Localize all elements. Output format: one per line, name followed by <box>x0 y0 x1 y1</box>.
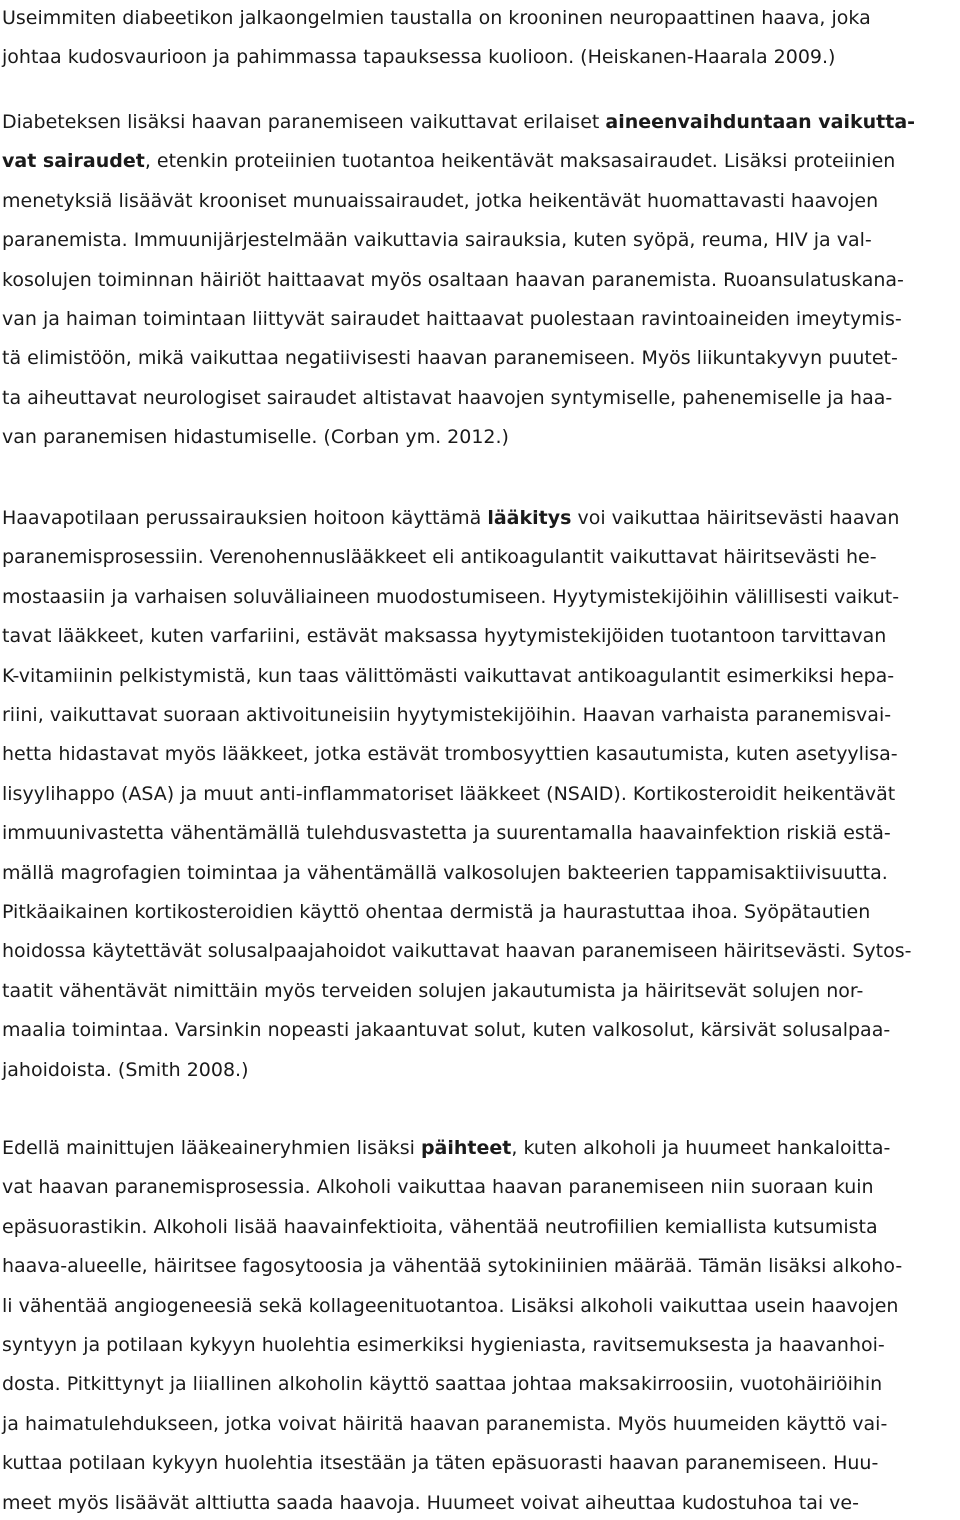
text-segment: meet myös lisäävät alttiutta saada haavoja. Huumeet voivat aiheuttaa kudostuhoa tai ve- <box>2 1491 859 1514</box>
text-segment: van ja haiman toimintaan liittyvät sairaudet haittaavat puolestaan ravintoaineiden imeytymis- <box>2 308 902 330</box>
text-line <box>2 978 863 1004</box>
text-segment: paranemisprosessiin. Verenohennuslääkkeet eli antikoagulantit vaikuttavat häiritsevästi he- <box>2 546 877 569</box>
bold-term: päihteet <box>420 1137 512 1159</box>
text-line <box>2 1450 878 1476</box>
text-line <box>2 1371 882 1397</box>
text-line <box>2 663 894 689</box>
text-segment: immuunivastetta vähentämällä tulehdusvastetta ja suurentamalla haavainfektion riskiä estä- <box>2 822 891 845</box>
text-segment: epäsuorastikin. Alkoholi lisää haavainfektioita, vähentää neutrofiilien kemiallista kutsumista <box>2 1215 878 1238</box>
text-segment: vat haavan paranemisprosessia. Alkoholi vaikuttaa haavan paranemiseen niin suoraan kuin <box>2 1176 874 1199</box>
text-line <box>2 584 899 610</box>
text-line <box>2 1057 249 1083</box>
text-segment: lisyylihappo (ASA) ja muut anti-inflammatoriset lääkkeet (NSAID). Kortikosteroidit heikentävät <box>2 782 896 805</box>
bold-term: vat sairaudet <box>2 150 145 173</box>
text-line <box>2 188 878 214</box>
text-line <box>2 623 886 649</box>
text-segment: Haavapotilaan perussairauksien hoitoon käyttämä <box>2 507 488 529</box>
text-line <box>2 345 898 371</box>
text-segment: ja haimatulehdukseen, jotka voivat häiritä haavan paranemista. Myös huumeiden käyttö vai- <box>2 1412 888 1435</box>
bold-term: aineenvaihduntaan vaikutta- <box>605 111 916 133</box>
text-segment: Pitkäaikainen kortikosteroidien käyttö ohentaa dermistä ja haurastuttaa ihoa. Syöpätautien <box>2 901 871 923</box>
text-line <box>2 1214 878 1240</box>
text-segment: li vähentää angiogeneesiä sekä kollageenituotantoa. Lisäksi alkoholi vaikuttaa usein haavojen <box>2 1294 899 1317</box>
text-segment: Diabeteksen lisäksi haavan paranemiseen vaikuttavat erilaiset <box>2 111 606 133</box>
text-line <box>2 424 509 450</box>
text-line <box>2 702 891 728</box>
text-line <box>2 1332 885 1358</box>
bold-term: lääkitys <box>487 507 572 529</box>
text-segment: taatit vähentävät nimittäin myös terveiden solujen jakautumista ja häiritsevät solujen nor- <box>2 979 864 1002</box>
text-segment: Useimmiten diabeetikon jalkaongelmien taustalla on krooninen neuropaattinen haava, joka <box>2 7 871 29</box>
text-segment: mostaasiin ja varhaisen soluväliaineen muodostumiseen. Hyytymistekijöihin välillisesti vaikut- <box>2 585 900 608</box>
text-segment: haava-alueelle, häiritsee fagosytoosia ja vähentää sytokiniinien määrää. Tämän lisäksi alkoho- <box>2 1255 903 1278</box>
text-line <box>2 820 891 846</box>
text-segment: jahoidoista. (Smith 2008.) <box>2 1058 249 1081</box>
text-line <box>2 544 877 570</box>
text-segment: Edellä mainittujen lääkeaineryhmien lisäksi <box>2 1137 421 1159</box>
text-line <box>2 860 888 886</box>
text-line <box>2 781 895 807</box>
text-line <box>2 109 915 135</box>
text-segment: , etenkin proteiinien tuotantoa heikentävät maksasairaudet. Lisäksi proteiinien <box>144 150 896 173</box>
text-segment: tavat lääkkeet, kuten varfariini, estävät maksassa hyytymistekijöiden tuotantoon tarvittavan <box>2 625 887 648</box>
text-line <box>2 44 835 70</box>
text-segment: K-vitamiinin pelkistymistä, kun taas välittömästi vaikuttavat antikoagulantit esimerkiksi hepa- <box>2 664 895 687</box>
text-line <box>2 385 892 411</box>
text-line <box>2 148 895 174</box>
text-segment: johtaa kudosvaurioon ja pahimmassa tapauksessa kuolioon. (Heiskanen-Haarala 2009.) <box>2 46 836 69</box>
text-line <box>2 741 898 767</box>
text-segment: tä elimistöön, mikä vaikuttaa negatiivisesti haavan paranemiseen. Myös liikuntakyvyn puutet- <box>2 347 898 370</box>
text-line <box>2 5 871 31</box>
text-segment: mällä magrofagien toimintaa ja vähentämällä valkosolujen bakteerien tappamisaktiivisuutta. <box>2 861 888 884</box>
text-line <box>2 227 872 253</box>
text-line <box>2 1411 887 1437</box>
text-line <box>2 1174 874 1200</box>
text-line <box>2 899 870 925</box>
text-line <box>2 267 904 293</box>
text-segment: kosolujen toiminnan häiriöt haittaavat myös osaltaan haavan paranemista. Ruoansulatuskana- <box>2 268 904 291</box>
text-line <box>2 1293 898 1319</box>
text-line <box>2 938 911 964</box>
text-line <box>2 505 899 531</box>
text-segment: riini, vaikuttavat suoraan aktivoituneisiin hyytymistekijöihin. Haavan varhaista paranemisvai- <box>2 704 892 726</box>
text-segment: kuttaa potilaan kykyyn huolehtia itsestään ja täten epäsuorasti haavan paranemiseen. Huu- <box>2 1452 879 1475</box>
text-segment: hetta hidastavat myös lääkkeet, jotka estävät trombosyyttien kasautumista, kuten asetyylisa- <box>2 743 898 766</box>
text-line <box>2 1490 859 1516</box>
text-line <box>2 306 902 332</box>
text-segment: van paranemisen hidastumiselle. (Corban ym. 2012.) <box>2 426 509 449</box>
text-segment: maalia toimintaa. Varsinkin nopeasti jakaantuvat solut, kuten valkosolut, kärsivät solusalpaa- <box>2 1019 891 1042</box>
text-segment: menetyksiä lisäävät krooniset munuaissairaudet, jotka heikentävät huomattavasti haavojen <box>2 189 879 212</box>
text-line <box>2 1017 890 1043</box>
text-segment: paranemista. Immuunijärjestelmään vaikuttavia sairauksia, kuten syöpä, reuma, HIV ja val- <box>2 229 872 252</box>
text-line <box>2 1253 902 1279</box>
text-segment: voi vaikuttaa häiritsevästi haavan <box>571 507 900 529</box>
text-segment: ta aiheuttavat neurologiset sairaudet altistavat haavojen syntymiselle, pahenemiselle ja haa- <box>2 386 893 409</box>
text-segment: hoidossa käytettävät solusalpaajahoidot vaikuttavat haavan paranemiseen häiritsevästi. Sytos- <box>2 940 912 963</box>
text-segment: syntyyn ja potilaan kykyyn huolehtia esimerkiksi hygieniasta, ravitsemuksesta ja haavanhoi- <box>2 1334 885 1356</box>
text-line <box>2 1135 890 1161</box>
text-segment: dosta. Pitkittynyt ja liiallinen alkoholin käyttö saattaa johtaa maksakirroosiin, vuotohäiriöihin <box>2 1373 883 1396</box>
text-segment: , kuten alkoholi ja huumeet hankaloitta- <box>511 1137 891 1159</box>
